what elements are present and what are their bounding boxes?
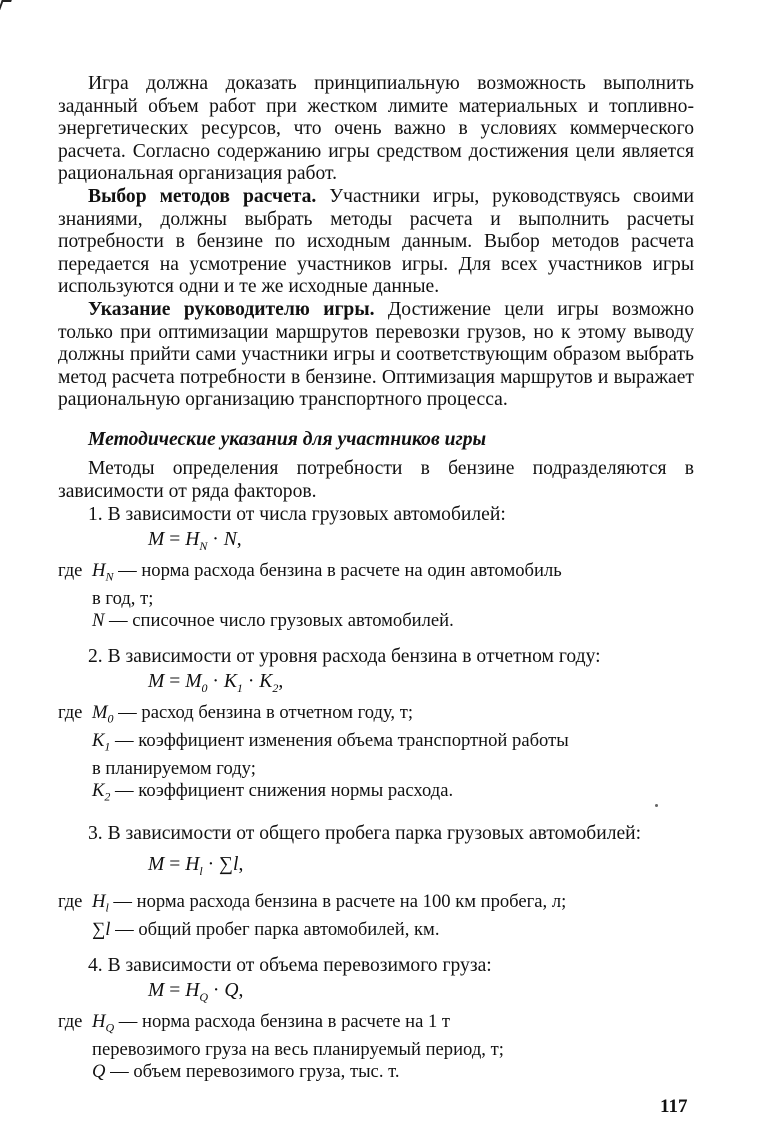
method-heading: 3. В зависимости от общего пробега парка грузовых автомобилей: <box>88 822 642 844</box>
spacer <box>58 845 694 851</box>
def-continuation: в планируемом году; <box>92 758 256 780</box>
definition <box>92 780 694 808</box>
formula <box>148 528 694 558</box>
def-text: — норма расхода бензина в расчете на один автомобиль <box>113 560 562 581</box>
formula-term: K <box>223 670 237 692</box>
def-sub: 2 <box>104 789 111 804</box>
where-label: где <box>58 701 83 723</box>
formula <box>148 670 694 700</box>
definition <box>58 1011 694 1039</box>
formula-dot: · <box>207 670 224 692</box>
paragraph-2-lead: Выбор методов расчета. <box>88 185 317 207</box>
where-label: где <box>58 1010 83 1032</box>
def-text: — норма расхода бензина в расчете на 1 т <box>114 1010 451 1032</box>
definition <box>58 560 694 588</box>
formula-end: , <box>278 670 284 692</box>
def-continuation: перевозимого груза на весь планируемый период, т; <box>92 1039 504 1061</box>
spacer <box>58 940 694 954</box>
where-label: где <box>58 890 83 912</box>
definition <box>58 891 694 919</box>
formula-sub: 1 <box>236 680 243 695</box>
def-continuation: в год, т; <box>92 588 154 610</box>
def-text: — норма расхода бензина в расчете на 100 км пробега, л; <box>108 890 567 912</box>
formula-sub: N <box>199 539 208 553</box>
page-number: 117 <box>660 1096 688 1117</box>
formula-term: Q <box>224 980 239 1002</box>
formula-term: H <box>185 980 200 1002</box>
def-text: — объем перевозимого груза, тыс. т. <box>105 1060 400 1082</box>
formula-lhs: M <box>148 980 165 1002</box>
def-text: — расход бензина в отчетном году, т; <box>113 701 414 723</box>
section-intro: Методы определения потребности в бензине подразделяются в зависимости от ряда факторов. <box>58 457 694 502</box>
paragraph-2 <box>58 186 694 299</box>
method-4 <box>58 954 694 1082</box>
method-heading: 4. В зависимости от объема перевозимого груза: <box>88 955 492 977</box>
paragraph-3-text: Достижение цели игры возможно только при оптимизации маршрутов перевозки грузов, но к этому выводу должны прийти сами участники игры и соответствующим образом выбрать метод расчета потребности в бензине. Оптимизация маршрутов и выражает рациональную организацию транспортного процесса. <box>58 298 694 411</box>
method-heading: 1. В зависимости от числа грузовых автомобилей: <box>88 504 506 526</box>
where-label: где <box>58 560 83 581</box>
definition <box>92 610 694 631</box>
section-title: Методические указания для участников игры <box>88 428 487 450</box>
formula <box>148 853 694 883</box>
def-symbol: H <box>92 560 106 581</box>
method-1 <box>58 503 694 631</box>
def-text: — общий пробег парка автомобилей, км. <box>110 918 440 940</box>
formula-term: K <box>259 670 273 692</box>
def-symbol: K <box>92 729 105 751</box>
def-sub: l <box>105 900 109 915</box>
def-sub: N <box>105 569 114 584</box>
formula-lhs: M <box>148 670 165 692</box>
def-symbol: H <box>92 890 106 912</box>
page-body <box>58 73 694 1082</box>
def-sub: 0 <box>107 711 114 726</box>
formula-lhs: M <box>148 853 165 875</box>
formula-end: , <box>238 853 244 875</box>
corner-mark <box>0 0 12 10</box>
formula-dot: · <box>202 853 220 875</box>
formula-term: H <box>185 529 200 551</box>
formula-lhs: M <box>148 529 165 551</box>
formula-dot: · <box>208 980 225 1002</box>
def-symbol: M <box>92 701 108 723</box>
def-sub: 1 <box>104 739 111 754</box>
formula-term: ∑l <box>219 853 239 875</box>
paragraph-2-text: Участники игры, руководствуясь своими знаниями, должны выбрать методы расчета и выполнить расчеты потребности в бензине по исходным данным. Выбор методов расчета передается на усмотрение участников игры. Для всех участников игры используются одни и те же исходные данные. <box>58 185 694 298</box>
def-symbol: ∑l <box>92 918 111 940</box>
paragraph-3 <box>58 299 694 412</box>
method-heading: 2. В зависимости от уровня расхода бензина в отчетном году: <box>88 645 601 667</box>
method-2 <box>58 645 694 808</box>
formula-sub: l <box>199 863 203 878</box>
definition <box>92 730 694 758</box>
formula-eq: = <box>164 529 186 551</box>
paragraph-1: Игра должна доказать принципиальную возможность выполнить заданный объем работ при жестком лимите материальных и топливно-энергетических ресурсов, что очень важно в условиях коммерческого расчета. Согласно содержанию игры средством достижения цели является рациональная организация работ. <box>58 73 694 185</box>
definition <box>58 702 694 730</box>
def-symbol: K <box>92 779 105 801</box>
spacer <box>58 631 694 645</box>
formula-term: H <box>185 853 200 875</box>
definition <box>92 919 694 940</box>
formula-eq: = <box>164 853 186 875</box>
method-3 <box>58 822 694 940</box>
def-sub: Q <box>105 1020 115 1035</box>
formula-term: M <box>185 670 202 692</box>
def-text: — списочное число грузовых автомобилей. <box>104 609 454 631</box>
def-text: — коэффициент изменения объема транспортной работы <box>110 729 569 751</box>
formula <box>148 979 694 1009</box>
def-symbol: Q <box>92 1060 106 1082</box>
def-symbol: N <box>92 609 105 631</box>
paragraph-3-lead: Указание руководителю игры. <box>88 298 375 320</box>
formula-dot: · <box>242 670 260 692</box>
formula-end: , <box>238 980 244 1002</box>
formula-end: , <box>236 529 242 551</box>
formula-dot: · <box>207 529 224 551</box>
formula-sub: 0 <box>201 680 208 695</box>
formula-eq: = <box>164 670 186 692</box>
def-symbol: H <box>92 1010 106 1032</box>
formula-term: N <box>223 529 237 551</box>
formula-eq: = <box>164 980 186 1002</box>
definition <box>92 1061 694 1082</box>
spacer <box>58 808 694 822</box>
formula-sub: 2 <box>272 680 279 695</box>
def-text: — коэффициент снижения нормы расхода. <box>110 779 454 801</box>
formula-sub: Q <box>199 989 209 1004</box>
